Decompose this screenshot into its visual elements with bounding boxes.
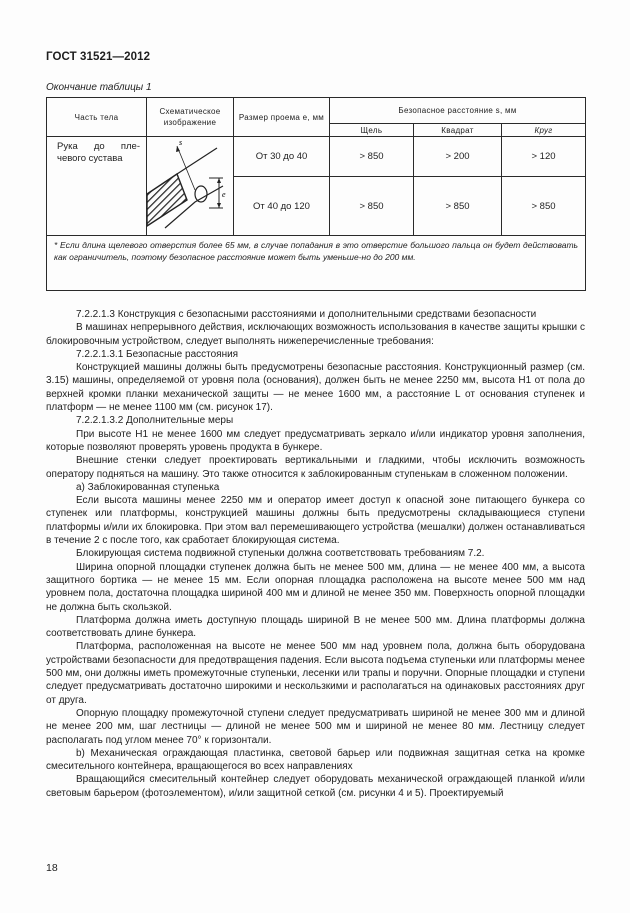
body-part-line: чевого сустава: [57, 153, 123, 164]
paragraph: Конструкцией машины должны быть предусмотрены безопасные расстояния. Конструкционный размер (см. 3.15) машины, определяемой от уровня пола (основания), должен быть не менее 2250 мм, высота H1 от пола до верхней кромки планки механической защиты — не менее 1600 мм, а расстояние L от основания ступенек и платформ — не менее 1100 мм (см. рисунок 17).: [46, 362, 585, 414]
header-opening-size: Размер проема e, мм: [234, 98, 330, 137]
section-heading: 7.2.2.1.3.2 Дополнительные меры: [76, 415, 234, 427]
body-part-line: Рука до пле-: [57, 141, 140, 152]
page-number: 18: [46, 862, 58, 874]
document-code: ГОСТ 31521—2012: [46, 51, 151, 63]
square-cell: > 850: [414, 177, 502, 236]
header-schematic: Схематическое изображение: [147, 98, 234, 137]
paragraph: Блокирующая система подвижной ступеньки должна соответствовать требованиям 7.2.: [76, 548, 485, 560]
section-heading: 7.2.2.1.3 Конструкция с безопасными расстояниями и дополнительными средствами безопасности: [76, 309, 537, 320]
section-heading: 7.2.2.1.3.1 Безопасные расстояния: [76, 348, 239, 360]
paragraph: Если высота машины менее 2250 мм и оператор имеет доступ к опасной зоне питающего бункера со ступенек или платформы, конструкцией машины должны быть предусмотрены складывающиеся ступени платформы и/или их блокировка. При этом вал перемешивающего устройства (мешалки) должен останавливаться в течение 2 с после того, как сработает блокирующая система.: [46, 495, 585, 547]
slot-cell: > 850: [330, 137, 414, 177]
square-cell: > 200: [414, 137, 502, 177]
arm-opening-schematic: [147, 138, 233, 232]
paragraph: В машинах непрерывного действия, исключающих возможность использования в качестве защиты крышки с блокировочным устройством, следует выполнять нижеперечисленные требования:: [46, 322, 585, 347]
opening-cell: От 30 до 40: [234, 137, 330, 177]
circle-cell: > 120: [502, 137, 586, 177]
header-square: Квадрат: [414, 124, 502, 137]
body-text: [46, 308, 585, 800]
paragraph: Платформа должна иметь доступную площадь шириной B не менее 500 мм. Длина платформы должна соответствовать длине бункера.: [46, 614, 585, 640]
header-slot: Щель: [330, 124, 414, 137]
header-safe-distance: Безопасное расстояние s, мм: [330, 98, 586, 124]
table-footnote: * Если длина щелевого отверстия более 65 мм, в случае попадания в это отверстие большого пальца он будет действовать как ограничитель, поэтому безопасное расстояние может быть уменьше-но до 200 мм.: [47, 236, 586, 291]
slot-cell: > 850: [330, 177, 414, 236]
header-body-part: Часть тела: [47, 98, 147, 137]
safety-distance-table: [46, 97, 586, 291]
paragraph: При высоте H1 не менее 1600 мм следует предусматривать зеркало и/или индикатор уровня заполнения, которые позволяют проверять уровень продукта в бункере.: [46, 428, 585, 453]
circle-cell: > 850: [502, 177, 586, 236]
figure-label-s: s: [179, 137, 183, 147]
opening-cell: От 40 до 120: [234, 177, 330, 236]
paragraph: Вращающийся смесительный контейнер следует оборудовать механической ограждающей планкой и/или световым барьером (фотоэлементом), и/или защитной сеткой (см. рисунки 4 и 5). Проектируемый: [46, 774, 585, 799]
list-heading: b) Механическая ограждающая пластинка, световой барьер или подвижная защитная сетка на кромке смесительного контейнера, вращающегося во всех направлениях: [46, 747, 585, 773]
list-heading: а) Заблокированная ступенька: [76, 481, 220, 493]
figure-label-e: e: [222, 189, 226, 199]
paragraph: Ширина опорной площадки ступенек должна быть не менее 500 мм, длина — не менее 400 мм, а высота защитного бортика — не менее 15 мм. Если опорная площадка расположена на высоте менее 500 мм над уровнем пола, достаточна площадка шириной 400 мм и длиной не менее 350 мм. Поверхность опорной площадки не должна быть скользкой.: [46, 561, 585, 613]
header-circle: Круг: [502, 124, 586, 137]
paragraph: Платформа, расположенная на высоте не менее 500 мм над уровнем пола, должна быть оборудована устройствами безопасности для предотвращения падения. Если высота подъема ступеньки или платформы менее 500 мм, они должны иметь промежуточные ступеньки, лесенки или трапы и поручни. Опорные площадки и ступени следует предусматривать достаточно широкими и нескользкими и располагаться на одинаковых расстояниях друг от друга.: [46, 641, 585, 706]
table-caption: Окончание таблицы 1: [46, 82, 152, 93]
schematic-cell: [147, 137, 234, 236]
body-part-cell: [47, 137, 147, 236]
paragraph: Внешние стенки следует проектировать вертикальными и гладкими, чтобы исключить возможность оператору подняться на машину. Это также относится к заблокированным ступенькам в сложенном положении.: [46, 455, 585, 480]
paragraph: Опорную площадку промежуточной ступени следует предусматривать шириной не менее 300 мм и длиной не менее 200 мм, шаг лестницы — длиной не менее 500 мм и шириной не менее 80 мм. Лестницу следует располагать под углом менее 70° к горизонтали.: [46, 707, 585, 746]
